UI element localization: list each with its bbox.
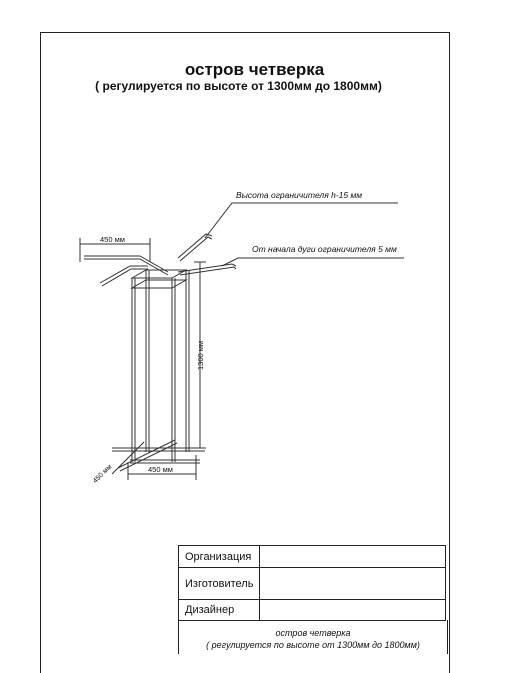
drawing-title: остров четверка — [184, 60, 325, 79]
note-limiter-offset: От начала дуги ограничителя 5 мм — [252, 244, 397, 254]
leader-limiter-offset — [222, 258, 404, 266]
title-block-line1: остров четверка — [275, 628, 351, 638]
note-limiter-height: Высота ограничителя h-15 мм — [236, 190, 363, 200]
dim-top-width-label: 450 мм — [100, 235, 125, 244]
dim-bottom-depth-label: 450 мм — [92, 463, 114, 485]
rack-posts — [132, 270, 189, 462]
title-block-line2: ( регулируется по высоте от 1300мм до 1800мм) — [206, 640, 420, 650]
dim-bottom-width-label: 450 мм — [148, 465, 173, 474]
organization-value — [260, 546, 446, 568]
designer-value — [260, 600, 446, 621]
manufacturer-label: Изготовитель — [179, 568, 260, 600]
dim-height-label: 1300 мм — [196, 340, 205, 370]
title-block-description — [178, 620, 448, 654]
rack-top-frame — [132, 270, 186, 278]
manufacturer-value — [260, 568, 446, 600]
organization-label: Организация — [179, 546, 260, 568]
drawing-subtitle: ( регулируется по высоте от 1300мм до 1800мм) — [95, 79, 382, 93]
title-block — [178, 545, 446, 621]
leader-limiter-height — [205, 203, 398, 238]
designer-label: Дизайнер — [179, 600, 260, 621]
